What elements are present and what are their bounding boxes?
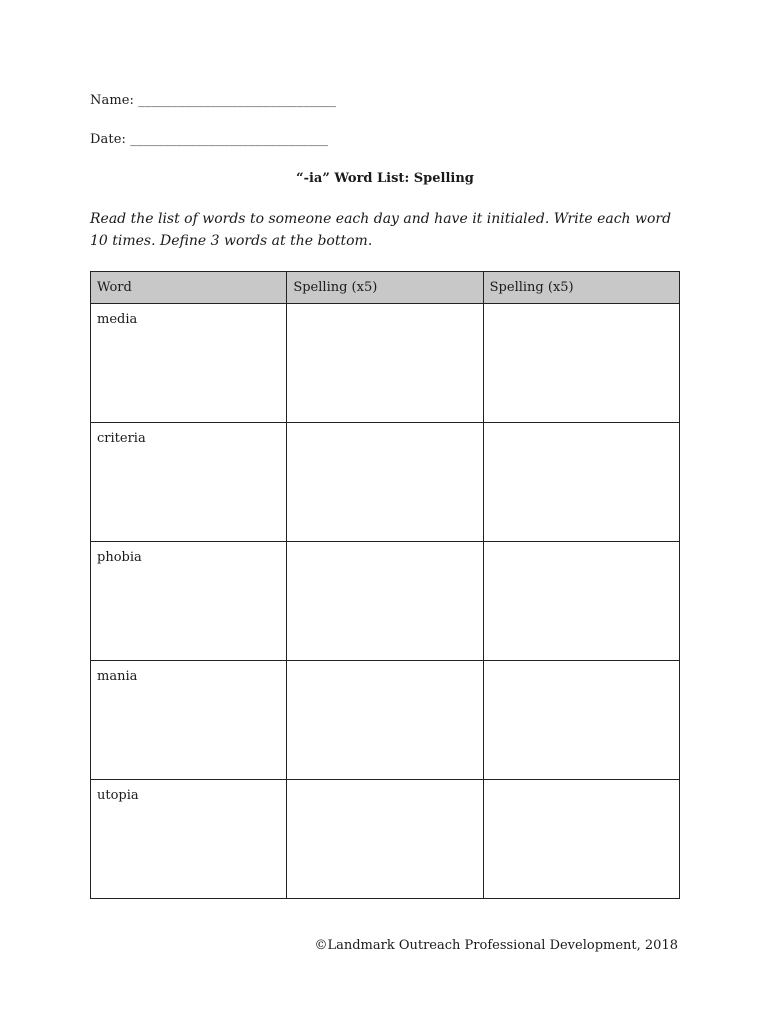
date-field-line[interactable]: Date: ______________________________: [90, 132, 329, 147]
spelling-cell-2[interactable]: [483, 661, 679, 780]
spelling-cell-1[interactable]: [287, 780, 483, 899]
copyright-footer: ©Landmark Outreach Professional Development, 2018: [314, 938, 678, 953]
word-cell: utopia: [91, 780, 287, 899]
word-cell: criteria: [91, 423, 287, 542]
table-row: [91, 423, 680, 542]
instructions-text: Read the list of words to someone each day and have it initialed. Write each word 10 times. Define 3 words at the bottom.: [90, 211, 672, 249]
spelling-cell-2[interactable]: [483, 780, 679, 899]
table-row: [91, 661, 680, 780]
spelling-cell-2[interactable]: [483, 304, 679, 423]
spelling-cell-1[interactable]: [287, 304, 483, 423]
word-cell: mania: [91, 661, 287, 780]
word-cell: phobia: [91, 542, 287, 661]
spelling-cell-1[interactable]: [287, 423, 483, 542]
table-header-row: [91, 272, 680, 304]
spelling-cell-1[interactable]: [287, 542, 483, 661]
table-row: [91, 780, 680, 899]
table-row: [91, 304, 680, 423]
spelling-cell-2[interactable]: [483, 542, 679, 661]
column-header-spelling-1: Spelling (x5): [287, 272, 483, 304]
table-row: [91, 542, 680, 661]
spelling-cell-1[interactable]: [287, 661, 483, 780]
name-field-line[interactable]: Name: ______________________________: [90, 93, 337, 108]
worksheet-title: “-ia” Word List: Spelling: [296, 171, 474, 186]
spelling-table: [90, 271, 680, 899]
column-header-word: Word: [91, 272, 287, 304]
column-header-spelling-2: Spelling (x5): [483, 272, 679, 304]
spelling-cell-2[interactable]: [483, 423, 679, 542]
word-cell: media: [91, 304, 287, 423]
